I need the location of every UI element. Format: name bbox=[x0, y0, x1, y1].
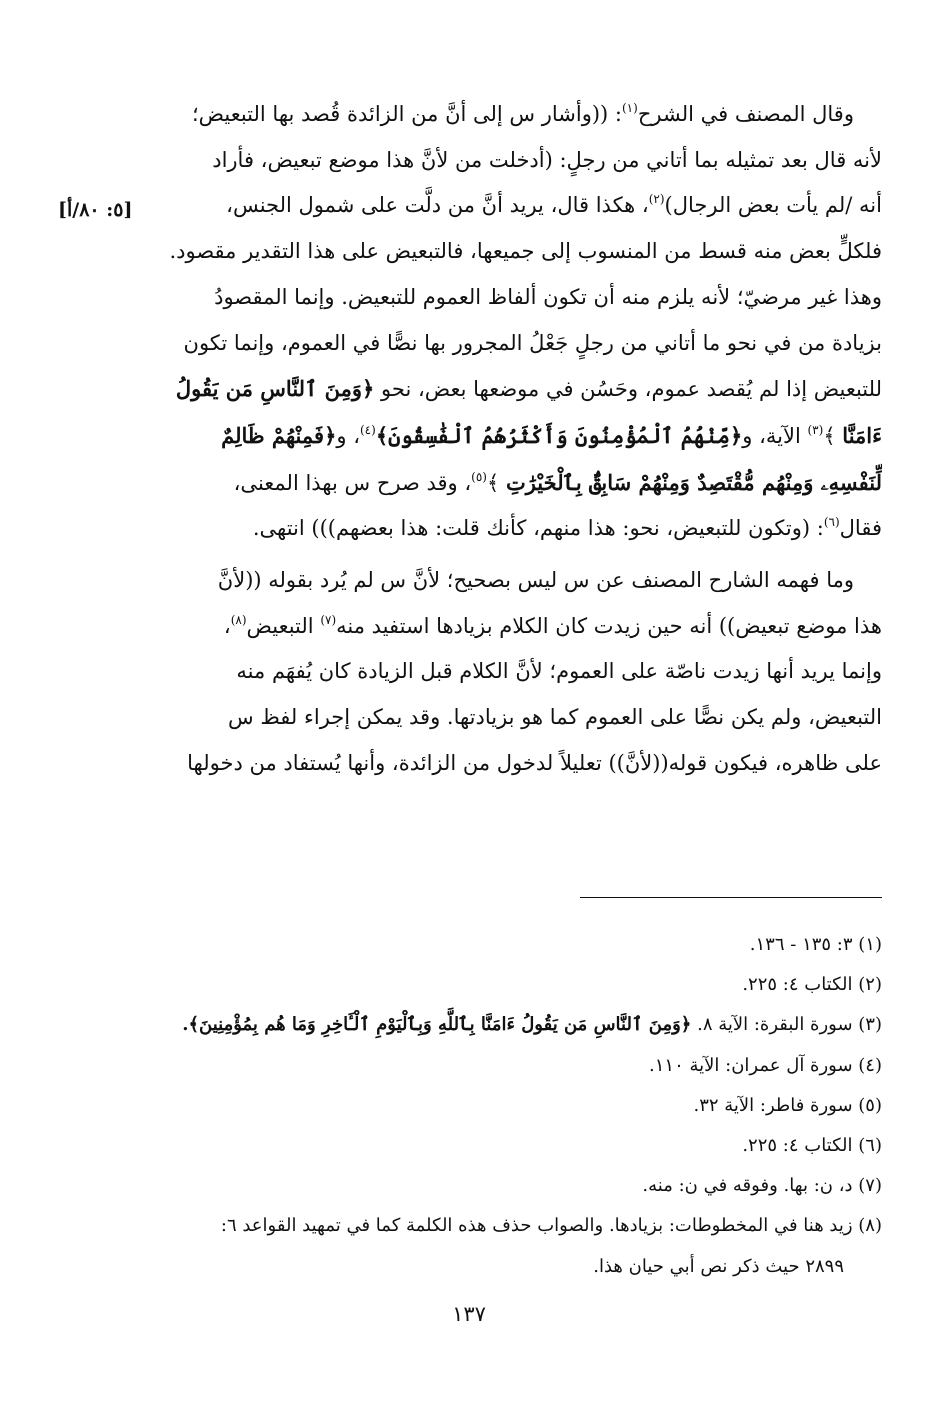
footnote: (٥) سورة فاطر: الآية ٣٢. bbox=[693, 1094, 882, 1116]
footnotes bbox=[160, 925, 882, 1287]
text-line: على ظاهره، فيكون قوله((لأنَّ)) تعليلاً لدخول من الزائدة، وأنها يُستفاد من دخولها bbox=[187, 750, 882, 775]
text-line: فلكلٍّ بعض منه قسط من المنسوب إلى جميعها، فالتبعيض على هذا التقدير مقصود. bbox=[169, 239, 882, 264]
footnote: (٦) الكتاب ٤: ٢٢٥. bbox=[742, 1135, 882, 1157]
text-line: فقال$^{(٦)}$: (وتكون للتبعيض، نحو: هذا منهم، كأنك قلت: هذا بعضهم))) انتهى. bbox=[252, 515, 882, 541]
main-text bbox=[160, 92, 882, 787]
quran-verse: لِّنَفْسِهِۦ وَمِنْهُم مُّقْتَصِدٌ وَمِنْهُمْ سَابِقٌۢ بِٱلْخَيْرَٰتِ bbox=[505, 469, 882, 495]
text-line: لِّنَفْسِهِۦ وَمِنْهُم مُّقْتَصِدٌ وَمِنْهُمْ سَابِقٌۢ بِٱلْخَيْرَٰتِ ﴾$^{(٥)}$، وقد صرح س بهذا المعنى، bbox=[233, 469, 882, 495]
text-line: وإنما يريد أنها زيدت ناصّة على العموم؛ لأنَّ الكلام قبل الزيادة كان يُفهَم منه bbox=[236, 659, 882, 684]
quran-verse: ﴿مِّنْهُمُ ٱلْمُؤْمِنُونَ وَأَكْثَرُهُمُ ٱلْفَٰسِقُونَ﴾ bbox=[375, 422, 743, 448]
margin-folio-reference: [٥: ٨٠/أ] bbox=[58, 199, 133, 221]
quran-verse: ﴿وَمِنَ ٱلنَّاسِ مَن يَقُولُ bbox=[175, 376, 375, 402]
quran-verse: ءَامَنَّا bbox=[842, 422, 882, 448]
footnote: (٤) سورة آل عمران: الآية ١١٠. bbox=[649, 1054, 882, 1076]
footnote-ref: (٥) bbox=[471, 469, 487, 484]
text-line: للتبعيض إذا لم يُقصد عموم، وحَسُن في موضعها بعض، نحو ﴿وَمِنَ ٱلنَّاسِ مَن يَقُولُ bbox=[175, 376, 882, 402]
text-line: وقال المصنف في الشرح$^{(١)}$: ((وأشار س إلى أنَّ من الزائدة قُصد بها التبعيض؛ bbox=[191, 101, 854, 126]
text-line: وهذا غير مرضيّ؛ لأنه يلزم منه أن تكون ألفاظ العموم للتبعيض. وإنما المقصودُ bbox=[214, 284, 882, 309]
footnote: (٨) زيد هنا في المخطوطات: بزيادها. والصواب حذف هذه الكلمة كما في تمهيد القواعد ٦: bbox=[220, 1215, 882, 1237]
text-line: بزيادة من في نحو ما أتاني من رجلٍ جَعْلُ المجرور بها نصًّا في العموم، وإنما تكون bbox=[183, 330, 882, 355]
footnote-ref: (٧) bbox=[320, 612, 337, 627]
footnote-ref: (٢) bbox=[648, 192, 665, 207]
footnote-continuation: ٢٨٩٩ حيث ذكر نص أبي حيان هذا. bbox=[593, 1255, 844, 1277]
text-line: أنه /لم يأت بعض الرجال)$^{(٢)}$، هكذا قال، يريد أنَّ من دلَّت على شمول الجنس، bbox=[226, 192, 882, 218]
text-line: وما فهمه الشارح المصنف عن س ليس بصحيح؛ لأنَّ س لم يُرد بقوله ((لأنَّ bbox=[217, 568, 854, 593]
footnote: (٢) الكتاب ٤: ٢٢٥. bbox=[742, 974, 882, 996]
footnote-ref: (٦) bbox=[823, 515, 840, 530]
footnote: (٣) سورة البقرة: الآية ٨. ﴿وَمِنَ ٱلنَّاسِ مَن يَقُولُ ءَامَنَّا بِٱللَّهِ وَبِٱلْيَوْمِ ٱلْـَٔاخِرِ وَمَا هُم بِمُؤْمِنِينَ﴾. bbox=[182, 1014, 882, 1036]
paragraph-2 bbox=[160, 558, 882, 787]
text-line: هذا موضع تبعيض)) أنه حين زيدت كان الكلام بزيادها استفيد منه$^{(٧)}$ التبعيض$^{(٨)}$، bbox=[223, 612, 882, 638]
quran-verse: ﴿فَمِنْهُمْ ظَالِمٌ bbox=[221, 422, 337, 448]
text-line: ءَامَنَّا ﴾$^{(٣)}$ الآية، و﴿مِّنْهُمُ ٱلْمُؤْمِنُونَ وَأَكْثَرُهُمُ ٱلْفَٰسِقُونَ﴾$^{(٤)}$، و﴿فَمِنْهُمْ ظَالِمٌ bbox=[221, 422, 882, 448]
footnote: (٧) د، ن: بها. وفوقه في ن: منه. bbox=[642, 1175, 882, 1197]
paragraph-1 bbox=[160, 92, 882, 552]
footnote-ref: (٣) bbox=[807, 422, 824, 437]
footnote-separator bbox=[580, 897, 882, 898]
footnote-ref: (١) bbox=[621, 101, 638, 115]
footnote-ref: (٤) bbox=[359, 422, 376, 437]
quran-verse: ﴿وَمِنَ ٱلنَّاسِ مَن يَقُولُ ءَامَنَّا بِٱللَّهِ وَبِٱلْيَوْمِ ٱلْـَٔاخِرِ وَمَا هُم بِمُؤْمِنِينَ﴾. bbox=[182, 1014, 692, 1036]
page-number: ١٣٧ bbox=[452, 1302, 486, 1326]
footnote: (١) ٣: ١٣٥ - ١٣٦. bbox=[749, 934, 882, 955]
footnote-ref: (٨) bbox=[230, 612, 247, 627]
text-line: لأنه قال بعد تمثيله بما أتاني من رجلٍ: (أدخلت من لأنَّ هذا موضع تبعيض، فأراد bbox=[212, 147, 882, 172]
text-line: التبعيض، ولم يكن نصًّا على العموم كما هو بزيادتها. وقد يمكن إجراء لفظ س bbox=[228, 705, 882, 730]
